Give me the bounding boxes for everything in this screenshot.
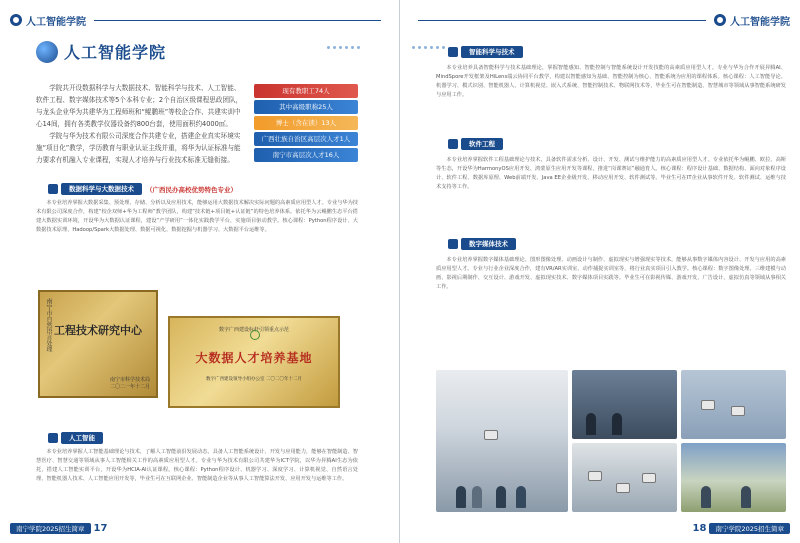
header-rule xyxy=(94,20,381,21)
right-page xyxy=(400,0,800,543)
plaque-date: 二〇二一年十二月 xyxy=(109,384,150,390)
bigdata-body: 本专业培养掌握大数据采集、预处理、存储、分析以及应用技术，能够运用大数据技术解决实际问题的高素质应用型人才。专业与华为技术有限公司深度合作，构建“校企双师+华为工程师”教学团队，构建“技术链+项目链+认证链”的特色培养体系。依托华为云鲲鹏生态平台搭建大数据实训环境，开设华为大数据认证课程，建设“产学研用”一体化实践教学平台，实施项目驱动教学。核心课程：Python程序设计、大数据技术原理、Hadoop/Spark大数据处理、数据可视化、数据挖掘与机器学习、大数据平台运维等。 xyxy=(36,200,358,233)
right-footer xyxy=(690,521,790,535)
photo-collage xyxy=(436,370,786,512)
section-label: 人工智能 xyxy=(61,432,103,444)
left-header-title: 人工智能学院 xyxy=(26,16,86,28)
left-header xyxy=(10,10,389,30)
header-rule xyxy=(418,20,706,21)
section-head-bigdata xyxy=(48,183,237,195)
plaque-issuer-name: 数字广西建设领导小组办公室 xyxy=(206,377,265,382)
page-number: 17 xyxy=(93,522,108,534)
section-head-ai xyxy=(48,432,103,444)
section-label: 软件工程 xyxy=(461,138,503,150)
section-label: 数据科学与大数据技术 xyxy=(61,183,142,195)
intel-body: 本专业培养具备智能科学与技术基础理论，掌握智能感知、智能控制与智能系统设计开发技能的高素质应用型人才。专业与华为合作开展昇腾AI、MindSpore开发框架及HiLens端云协同平台教学，构建以智能感知为基础、智能控制为核心、智能系统为应用的课程体系。核心课程：人工智能导论、机器学习、模式识别、智能机器人、计算机视觉、嵌入式系统、智能控制技术、物联网技术等，毕业生可在智能制造、智慧城市等领域从事智能系统研发与应用工作。 xyxy=(436,65,786,98)
section-icon xyxy=(448,239,458,249)
intro-paragraph-2: 学院与华为技术有限公司深度合作共建专业，搭建企业真实环境实施“项目化”教学，学历教育与职业认证主线并重，将华为认证标准与能力要求有机融入专业课程，实现人才培养与行业技术标准无缝衔接。 xyxy=(36,132,241,164)
photo-classroom xyxy=(572,370,677,439)
plaque-issuer xyxy=(170,376,338,382)
page-number: 18 xyxy=(692,522,707,534)
plaque-bigdata-base xyxy=(168,316,340,408)
college-title xyxy=(36,40,166,63)
media-body: 本专业培养掌握数字媒体基础理论、图形图像处理、动画设计与制作、虚拟现实与增强现实等技术，能够从事数字媒体内容设计、开发与应用的高素质应用型人才。专业与行业企业深度合作，建有VR/AR实训室、动作捕捉实训室等，将行业真实项目引入教学。核心课程：数字图像处理、三维建模与动画、影视后期制作、交互设计、游戏开发、虚拟现实技术、数字媒体项目实践等。毕业生可在影视传媒、游戏开发、广告设计、虚拟仿真等领域从事相关工作。 xyxy=(436,257,786,290)
plaque-issuer-name: 南宁市科学技术局 xyxy=(109,377,150,383)
college-logo-icon xyxy=(36,41,58,63)
software-body: 本专业培养掌握软件工程基础理论与技术，具备软件需求分析、设计、开发、测试与维护能力的高素质应用型人才。专业依托华为鲲鹏、欧拉、高斯等生态，开设华为HarmonyOS应用开发、鸿蒙原生应用开发等课程，推进“岗课赛证”融通育人。核心课程：程序设计基础、数据结构、面向对象程序设计、软件工程、数据库原理、Web前端开发、Java EE企业级开发、移动应用开发、软件测试等。毕业生可在IT企业从事软件开发、软件测试、运维与技术支持等工作。 xyxy=(436,157,786,190)
dot-pattern xyxy=(412,34,472,42)
right-header-title: 人工智能学院 xyxy=(730,16,790,28)
plaque-title: 大数据人才培养基地 xyxy=(195,351,313,365)
plaque-title: 工程技术研究中心 xyxy=(54,324,142,337)
section-label: 数字媒体技术 xyxy=(461,238,516,250)
stat-item: 其中高级职称25人 xyxy=(254,100,358,114)
section-head-media xyxy=(448,238,516,250)
photo-robot-lab xyxy=(681,370,786,439)
plaque-issuer xyxy=(110,376,150,390)
plaque-nlp-center xyxy=(38,290,158,398)
stat-item: 南宁市高层次人才16人 xyxy=(254,148,358,162)
section-icon xyxy=(48,184,58,194)
section-head-intel xyxy=(448,46,523,58)
section-icon xyxy=(448,139,458,149)
photo-drone-field xyxy=(681,443,786,512)
section-label: 智能科学与技术 xyxy=(461,46,523,58)
section-head-software xyxy=(448,138,503,150)
section-sublabel: （广西民办高校优势特色专业） xyxy=(146,185,237,194)
college-intro xyxy=(36,82,246,166)
plaque-top-text: 数字广西建设标杆引领重点示范 xyxy=(218,327,289,333)
gear-icon xyxy=(714,14,726,26)
footer-label: 南宁学院2025招生简章 xyxy=(10,523,91,534)
footer-label: 南宁学院2025招生简章 xyxy=(709,523,790,534)
stat-item: 博士（含在读）13人 xyxy=(254,116,358,130)
ai-body: 本专业培养掌握人工智能基础理论与技术，了解人工智能前沿发展动态，具备人工智能系统设计、开发与应用能力，能够在智能制造、智慧医疗、智慧交通等领域从事人工智能相关工作的高素质应用型人才。专业与华为技术有限公司共建华为ICT学院，以华为昇腾AI生态为依托，搭建人工智能实训平台，开设华为HCIA-AI认证课程。核心课程：Python程序设计、机器学习、深度学习、计算机视觉、自然语言处理、智能机器人技术、人工智能应用开发等，毕业生可在互联网企业、智能制造企业等从事人工智能算法开发、应用开发与运维等工作。 xyxy=(36,449,358,482)
photo-students-lab xyxy=(436,370,568,512)
photo-robot-competition xyxy=(572,443,677,512)
right-header xyxy=(410,10,790,30)
intro-paragraph-1: 学院共开设数据科学与大数据技术、智能科学与技术、人工智能、软件工程、数字媒体技术等5个本科专业；2个自治区级课程思政团队，与龙头企业华为共建华为工程师班和“鲲鹏班”等校企合作、共建实训中心14间，拥有各类教学仪器设备约800台套，使用面积约4000㎡。 xyxy=(36,84,243,128)
faculty-stats xyxy=(254,84,358,164)
plaque-vertical-text: 南宁市自然语言处理 xyxy=(45,298,52,352)
gear-icon xyxy=(10,14,22,26)
left-footer xyxy=(10,521,110,535)
emblem-icon xyxy=(250,330,260,340)
stat-item: 广西壮族自治区高层次人才1人 xyxy=(254,132,358,146)
section-icon xyxy=(448,47,458,57)
plaque-date: 二〇二〇年十二月 xyxy=(265,377,302,382)
dot-pattern xyxy=(327,34,387,42)
section-icon xyxy=(48,433,58,443)
stat-item: 现有教职工74人 xyxy=(254,84,358,98)
college-name: 人工智能学院 xyxy=(64,43,167,62)
